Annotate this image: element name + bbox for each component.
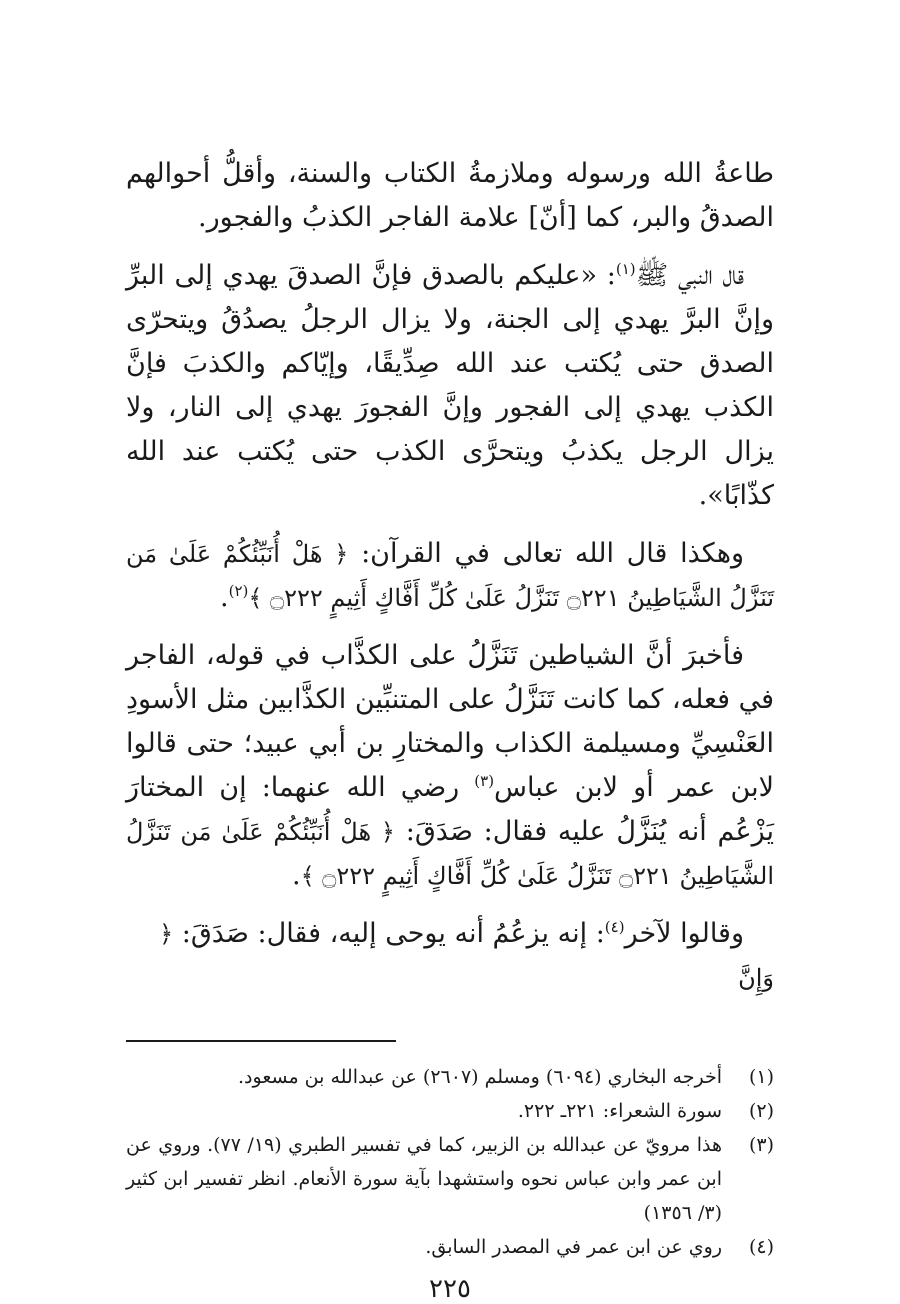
quran-verse-3: ﴿ وَإِنَّ bbox=[159, 920, 774, 992]
paragraph-4-text: فأخبرَ أنَّ الشياطين تَنَزَّلُ على الكذَّاب في قوله، الفاجر في فعله، كما كانت تَنَزَّلُ على المتنبِّين الكذَّابين مثل الأسودِ العَنْسِيِّ ومسيلمة الكذاب والمختارِ بن أبي عبيد؛ حتى قالوا لابن عمر أو لابن عباس bbox=[126, 640, 774, 803]
paragraph-1 bbox=[126, 152, 774, 240]
footnote-ref-1: (١) bbox=[615, 260, 636, 278]
paragraph-5-text: وقالوا لآخر bbox=[624, 918, 744, 949]
paragraph-4-middle: رضي الله عنهما: إن المختارَ يَزْعُم أنه يُنَزَّلُ عليه فقال: صَدَقَ: bbox=[126, 772, 774, 847]
paragraph-5-middle: : إنه يزعُمُ أنه يوحى إليه، فقال: صَدَقَ: bbox=[181, 918, 605, 949]
footnote-divider bbox=[126, 1040, 396, 1042]
footnote-ref-2: (٢) bbox=[228, 582, 249, 600]
paragraph-5 bbox=[126, 912, 774, 1000]
paragraph-1-text: طاعةُ الله ورسوله وملازمةُ الكتاب والسنة، وأقلُّ أحوالهم الصدقُ والبر، كما [أنّ] علامة الفاجر الكذبُ والفجور. bbox=[126, 158, 774, 233]
paragraph-2-intro: قال النبي ﷺ bbox=[635, 260, 744, 291]
footnote-number: (١) bbox=[748, 1066, 774, 1088]
quran-verse-1: ﴿ هَلْ أُنَبِّئُكُمْ عَلَىٰ مَن تَنَزَّلُ الشَّيَاطِينُ ۝٢٢١ تَنَزَّلُ عَلَىٰ كُلِّ أَفَّاكٍ أَثِيمٍ ۝٢٢٢ ﴾ bbox=[126, 540, 774, 612]
footnote-ref-3: (٣) bbox=[474, 772, 495, 790]
paragraph-3-end: . bbox=[219, 582, 229, 613]
footnote-number: (٤) bbox=[748, 1236, 774, 1258]
paragraph-3-intro: وهكذا قال الله تعالى في القرآن: bbox=[361, 538, 744, 569]
footnote-item bbox=[126, 1060, 774, 1094]
footnote-text: هذا مرويّ عن عبدالله بن الزبير، كما في تفسير الطبري (١٩/ ٧٧). وروي عن ابن عمر وابن عباس نحوه واستشهدا بآية سورة الأنعام. انظر تفسير ابن كثير (٣/ ١٣٥٦) bbox=[126, 1134, 722, 1224]
footnotes bbox=[126, 1060, 774, 1264]
footnote-text: أخرجه البخاري (٦٠٩٤) ومسلم (٢٦٠٧) عن عبدالله بن مسعود. bbox=[238, 1066, 722, 1088]
footnote-item bbox=[126, 1128, 774, 1230]
footnote-item bbox=[126, 1230, 774, 1264]
paragraph-2-hadith: : «عليكم بالصدق فإنَّ الصدقَ يهدي إلى البرِّ وإنَّ البرَّ يهدي إلى الجنة، ولا يزال الرجلُ يصدُقُ ويتحرّى الصدق حتى يُكتب عند الله صِدِّيقًا، وإيّاكم والكذبَ فإنَّ الكذب يهدي إلى الفجور وإنَّ الفجورَ يهدي إلى النار، ولا يزال الرجل يكذبُ ويتحرَّى الكذب حتى يُكتب عند الله كذّابًا». bbox=[126, 260, 774, 511]
footnote-item bbox=[126, 1094, 774, 1128]
footnote-text: سورة الشعراء: ٢٢١ـ ٢٢٢. bbox=[517, 1100, 722, 1122]
quran-verse-2: ﴿ هَلْ أُنَبِّئُكُمْ عَلَىٰ مَن تَنَزَّلُ الشَّيَاطِينُ ۝٢٢١ تَنَزَّلُ عَلَىٰ كُلِّ أَفَّاكٍ أَثِيمٍ ۝٢٢٢ ﴾ bbox=[126, 818, 774, 890]
footnote-ref-4: (٤) bbox=[604, 918, 625, 936]
paragraph-2 bbox=[126, 254, 774, 518]
paragraph-3 bbox=[126, 532, 774, 620]
paragraph-4-end: . bbox=[292, 860, 301, 891]
paragraph-4 bbox=[126, 634, 774, 898]
footnote-text: روي عن ابن عمر في المصدر السابق. bbox=[425, 1236, 722, 1258]
page-number: ٢٢٥ bbox=[429, 1274, 471, 1304]
footnote-number: (٢) bbox=[748, 1100, 774, 1122]
footnote-number: (٣) bbox=[748, 1134, 774, 1156]
